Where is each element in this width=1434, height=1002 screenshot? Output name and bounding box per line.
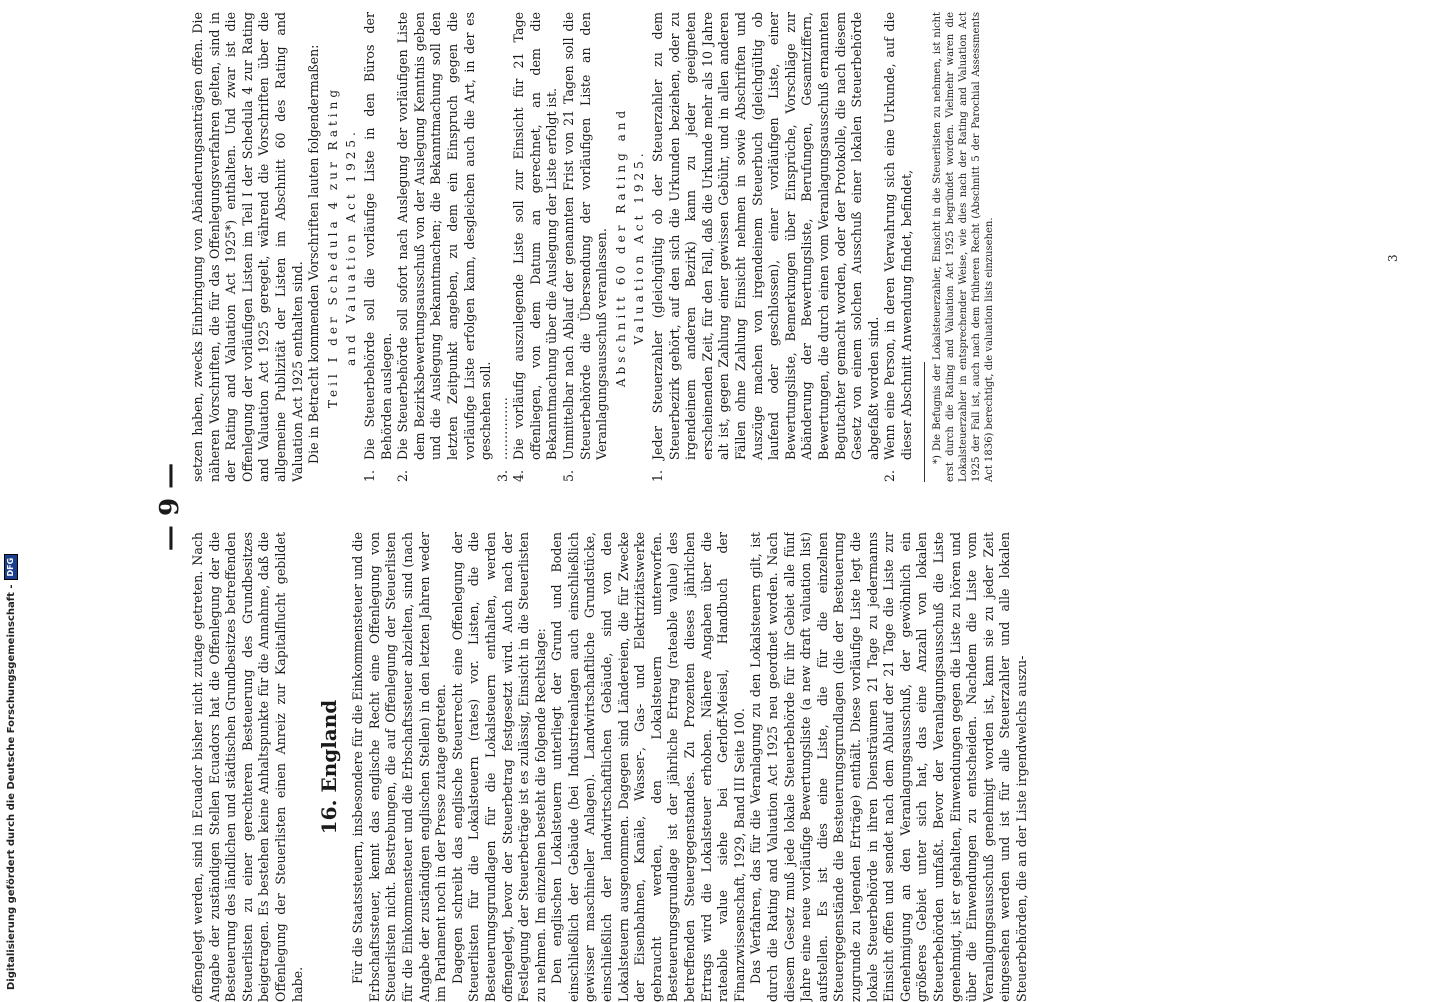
list-item	[395, 12, 495, 482]
item-text: Jeder Steuerzahler (gleichgültig ob der Steuerzahler zu dem Steuerbezirk gehört, auf den sich die Urkunden beziehen, oder zu irgendeinem anderen Bezirk) kann zu jeder geeigneten erscheinenden Zeit, für den Fall, daß die Urkunde mehr als 10 Jahre alt ist, gegen Zahlung einer gewissen Gebühr, und in allen anderen Fällen ohne Zahlung Einsicht nehmen in sowie Abschriften und Auszüge machen von irgendeinem Steuerbuch (gleichgültig ob laufend oder geschlossen), einer vorläufigen Liste, einer Bewertungsliste, Bemerkungen über Einsprüche, Vorschläge zur Abänderung der Bewertungsliste, Berufungen, Gesamtziffern, Bewertungen, die durch einen vom Veranlagungsausschuß ernannten Begutachter gemacht worden, oder der Protokolle, die nach diesem Gesetz von einem solchen Ausschuß einer lokalen Steuerbehörde abgefaßt worden sind.	[650, 12, 881, 460]
paragraph: setzen haben, zwecks Einbringung von Abänderungsanträgen offen. Die näheren Vorschriften, die für das Offenlegungsverfahren gelten, sind in der Rating and Valuation Act 1925*) enthalten. Und zwar ist die Offenlegung der vorläufigen Listen im Teil I der Schedula 4 zur Rating and Valuation Act 1925 geregelt, während die Vorschriften über die allgemeine Publizität der Listen im Abschnitt 60 des Rating and Valuation Act 1925 enthalten sind.	[190, 12, 305, 482]
footer-page-number: 3	[1386, 254, 1400, 262]
list-item	[511, 12, 561, 482]
item-text: ……………	[494, 397, 510, 460]
list-item	[561, 12, 611, 482]
item-number: 2.	[882, 469, 898, 482]
list-item	[362, 12, 395, 482]
paragraph: Dagegen schreibt das englische Steuerrecht eine Offenlegung der Steuerlisten für die Lokalsteuern (rates) vor. Listen, die die Besteuerungsgrundlagen für die Lokalsteuern enthalten, werden offengelegt, bevor der Steuerbetrag festgesetzt wird. Auch nach der Festlegung der Steuerbeträge ist es zulässig, Einsicht in die Steuerlisten zu nehmen. Im einzelnen besteht die folgende Rechtslage:	[449, 532, 548, 1002]
paragraph: Für die Staatssteuern, insbesondere für die Einkommensteuer und die Erbschaftssteuer, kennt das englische Recht eine Offenlegung von Steuerlisten nicht. Bestrebungen, die auf Offenlegung der Steuerlisten für die Einkommensteuer und die Erbschaftssteuer abzielten, sind (nach Angabe der zuständigen englischen Stellen) in den letzten Jahren weder im Parlament noch in der Presse zutage getreten.	[350, 532, 449, 1002]
subheading: Valuation Act 1925.	[632, 149, 647, 345]
intro-paragraph: offengelegt werden, sind in Ecuador bisher nicht zutage getreten. Nach Angabe der zuständigen Stellen Ecuadors hat die Offenlegung der die Besteuerung des ländlichen und städtischen Grundbesitzes betreffenden Steuerlisten zu einer gerechteren Besteuerung des Grundbesitzes beigetragen. Es bestehen keine Anhaltspunkte für die Annahme, daß die Offenlegung der Steuerlisten einen Anreiz zur Kapitalflucht gebildet habe.	[190, 532, 305, 1002]
item-number: 4.	[511, 469, 527, 482]
page-number: — 9 —	[155, 462, 185, 552]
paragraph: Den englischen Lokalsteuern unterliegt der Grund und Boden einschließlich der Gebäude (bei Industrieanlagen auch einschließlich gewisser maschineller Anlagen). Landwirtschaftliche Grundstücke, einschließlich der landwirtschaftlichen Gebäude, sind von den Lokalsteuern ausgenommen. Dagegen sind Ländereien, die für Zwecke der Eisenbahnen, Kanäle, Wasser-, Gas- und Elektrizitätswerke gebraucht werden, den Lokalsteuern unterworfen. Besteuerungsgrundlage ist der jährliche Ertrag (rateable value) des betreffenden Steuergegenstandes. Zu Prozenten dieses jährlichen Ertrags wird die Lokalsteuer erhoben. Nähere Angaben über die rateable value siehe bei Gerloff-Meisel, Handbuch der Finanzwissenschaft, 1929, Band III Seite 100.	[549, 532, 747, 1002]
item-text: Die vorläufig auszulegende Liste soll zur Einsicht für 21 Tage offenliegen, von dem Datum an gerechnet, an dem die Bekanntmachung über die Auslegung der Liste erfolgt ist.	[511, 12, 560, 460]
rotated-page	[150, 12, 1410, 1002]
item-number: 3.	[494, 469, 510, 482]
dfg-logo-icon: DFG	[4, 554, 18, 581]
digitization-credit	[2, 0, 22, 990]
paragraph: Die in Betracht kommenden Vorschriften lauten folgendermaßen:	[306, 44, 322, 464]
right-column	[190, 12, 1390, 482]
item-number: 5.	[561, 469, 577, 482]
item-text: Die Steuerbehörde soll die vorläufige Liste in den Büros der Behörden auslegen.	[361, 12, 394, 460]
left-column	[190, 532, 1390, 1002]
paragraph: Das Verfahren, das für die Veranlagung zu den Lokalsteuern gilt, ist durch die Rating and Valuation Act 1925 neu geordnet worden. Nach diesem Gesetz muß jede lokale Steuerbehörde für ihr Gebiet alle fünf Jahre eine neue vorläufige Bewertungsliste (a new draft valuation list) aufstellen. Es ist dies eine Liste, die für die einzelnen Steuergegenstände die Besteuerungsgrundlagen (die der Besteuerung zugrunde zu legenden Erträge) enthält. Diese vorläufige Liste legt die lokale Steuerbehörde in ihren Diensträumen 21 Tage zu jedermanns Einsicht offen und sendet nach dem Ablauf der 21 Tage die Liste zur Genehmigung an den Veranlagungsausschuß, der gewöhnlich ein größeres Gebiet unter sich hat, das eine Anzahl von lokalen Steuerbehörden umfaßt. Bevor der Veranlagungsausschuß die Liste genehmigt, ist er gehalten, Einwendungen gegen die Liste zu hören und über die Einwendungen zu entscheiden. Nachdem die Liste vom Veranlagungsausschuß genehmigt worden ist, kann sie zu jeder Zeit eingesehen werden und ist für alle Steuerzahler und alle lokalen Steuerbehörden, die an der Liste irgendwelchs auszu-	[748, 532, 1029, 1002]
item-text: Wenn eine Person, in deren Verwahrung sich eine Urkunde, auf die dieser Abschnitt Anwendung findet, befindet,	[882, 12, 914, 460]
subheading: Teil I der Schedula 4 zur Rating	[325, 85, 340, 409]
footnote: *) Die Befugnis der Lokalsteuerzahler, Einsicht in die Steuerlisten zu nehmen, ist nicht erst durch die Rating and Valuation Act 1925 begründet worden. Vielmehr waren die Lokalsteuerzahler in entsprechender Weise, wie dies nach der Rating and Valuation Act 1925 der Fall ist, auch nach dem früheren Recht (Abschnitt 5 der Parochial Assessments Act 1836) berechtigt, die valuation lists einzusehen.	[931, 12, 995, 482]
subheading: Abschnitt 60 der Rating and	[613, 106, 628, 388]
footnote-divider	[924, 362, 925, 482]
credit-text: Digitalisierung gefördert durch die Deutsche Forschungsgemeinschaft -	[6, 584, 17, 990]
subheading: and Valuation Act 1925.	[344, 128, 359, 366]
list-item	[882, 12, 915, 482]
item-number: 1.	[361, 469, 377, 482]
list-item	[650, 12, 882, 482]
item-number: 2.	[395, 469, 411, 482]
item-number: 1.	[650, 469, 666, 482]
item-text: Die Steuerbehörde soll sofort nach Auslegung der vorläufigen Liste dem Bezirksbewertungsausschuß von der Auslegung Kenntnis geben und die Auslegung bekanntmachen; die Bekanntmachung soll den letzten Zeitpunkt angeben, zu dem ein Einspruch gegen die vorläufige Liste erfolgen kann, desgleichen auch die Art, in der es geschehen soll.	[395, 12, 494, 460]
section-heading: 16. England	[317, 699, 342, 835]
page-content	[150, 12, 1410, 1002]
item-text: Unmittelbar nach Ablauf der genannten Frist von 21 Tagen soll die Steuerbehörde die Übersendung der vorläufigen Liste an den Veranlagungsausschuß veranlassen.	[561, 12, 610, 460]
list-item	[495, 12, 512, 482]
